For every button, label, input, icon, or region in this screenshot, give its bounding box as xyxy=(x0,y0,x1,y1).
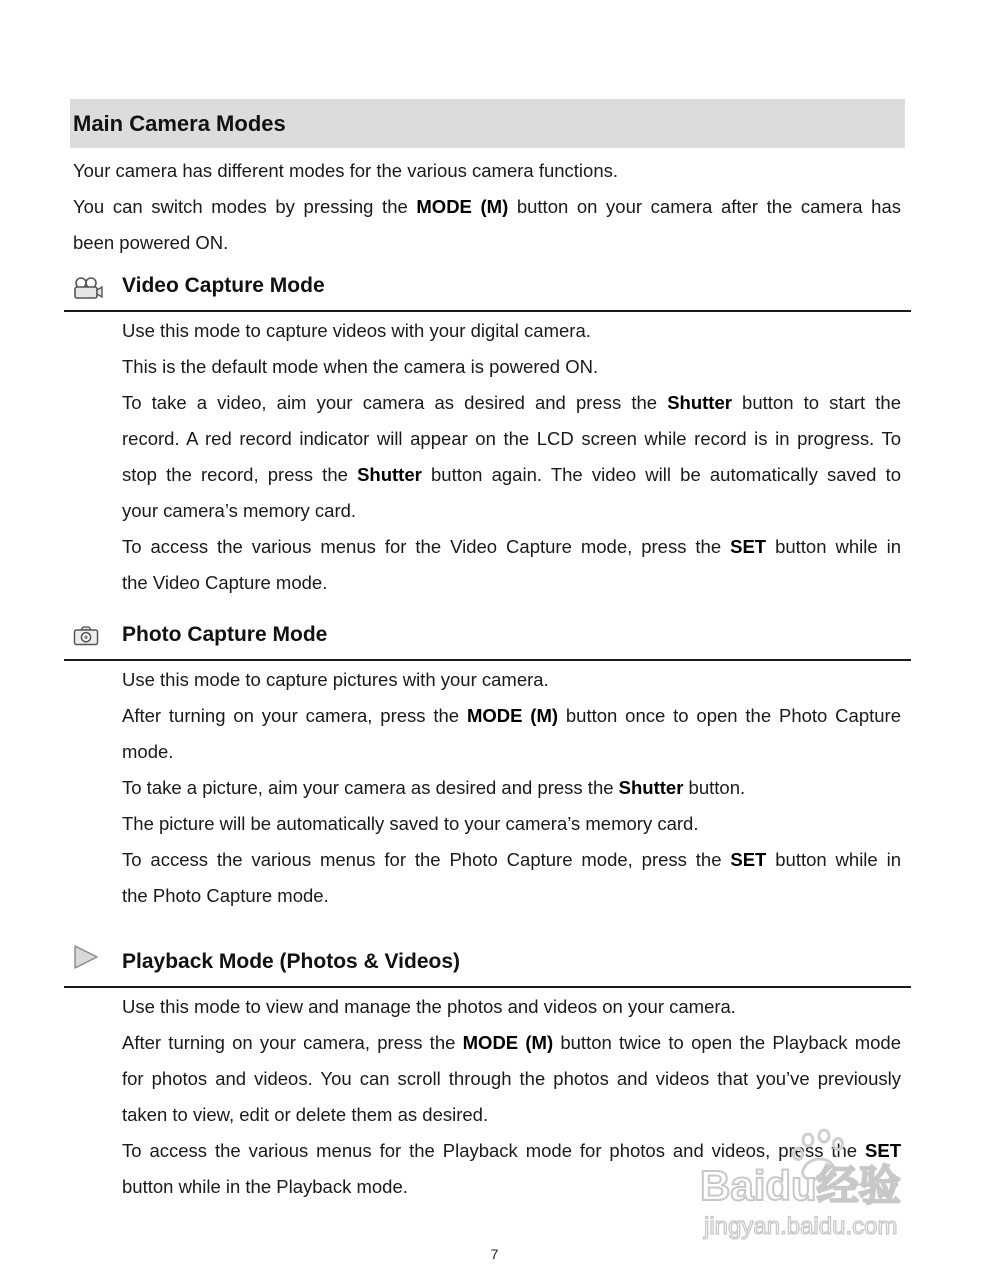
text-line xyxy=(73,153,901,189)
text-span: button once to open the Photo Capture xyxy=(558,705,901,726)
text-line xyxy=(73,225,901,261)
watermark-url: jingyan.baidu.com xyxy=(704,1213,898,1240)
bold-term: MODE (M) xyxy=(466,705,559,726)
text-line xyxy=(122,806,901,842)
text-line xyxy=(122,529,901,565)
playback-mode-title: Playback Mode (Photos & Videos) xyxy=(122,950,461,973)
text-span: Use this mode to capture pictures with your camera. xyxy=(122,669,549,690)
text-line xyxy=(122,385,901,421)
video-camera-icon xyxy=(72,276,104,300)
text-span: button. xyxy=(683,777,746,798)
text-span: for photos and videos. You can scroll through the photos and videos that you’ve previously xyxy=(122,1068,901,1089)
text-line xyxy=(122,989,901,1025)
baidu-watermark xyxy=(700,1128,935,1248)
section-divider xyxy=(64,659,911,661)
text-span: To take a video, aim your camera as desired and press the xyxy=(122,392,668,413)
text-line xyxy=(122,493,901,529)
text-span: been powered ON. xyxy=(73,232,229,253)
bold-term: SET xyxy=(730,536,767,557)
text-line xyxy=(122,313,901,349)
text-span: stop the record, press the xyxy=(122,464,358,485)
text-span: Your camera has different modes for the various camera functions. xyxy=(73,160,619,181)
section-divider xyxy=(64,986,911,988)
main-heading: Main Camera Modes xyxy=(70,99,905,148)
bold-term: Shutter xyxy=(618,777,684,798)
video-capture-mode-body xyxy=(122,313,901,601)
text-line xyxy=(122,457,901,493)
text-line xyxy=(122,565,901,601)
text-span: Use this mode to view and manage the photos and videos on your camera. xyxy=(122,996,736,1017)
text-span: To access the various menus for the Video Capture mode, press the xyxy=(122,536,731,557)
bold-term: MODE (M) xyxy=(416,196,509,217)
text-span: This is the default mode when the camera is powered ON. xyxy=(122,356,599,377)
text-span: the Photo Capture mode. xyxy=(122,885,329,906)
text-line xyxy=(122,698,901,734)
video-capture-mode-title: Video Capture Mode xyxy=(122,274,325,297)
text-span: To take a picture, aim your camera as desired and press the xyxy=(122,777,619,798)
text-span: button on your camera after the camera has xyxy=(508,196,902,217)
text-line xyxy=(122,349,901,385)
text-span: After turning on your camera, press the xyxy=(122,705,467,726)
text-line xyxy=(122,842,901,878)
text-line xyxy=(122,1061,901,1097)
text-span: button while in the Playback mode. xyxy=(122,1176,408,1197)
photo-capture-mode-body xyxy=(122,662,901,914)
text-span: button twice to open the Playback mode xyxy=(553,1032,901,1053)
text-span: To access the various menus for the Photo Capture mode, press the xyxy=(122,849,731,870)
text-span: button again. The video will be automatically saved to xyxy=(421,464,901,485)
text-span: To access the various menus for the Playback mode for photos and videos, press the xyxy=(122,1140,866,1161)
text-span: button while in xyxy=(766,849,901,870)
text-line xyxy=(122,770,901,806)
bold-term: Shutter xyxy=(667,392,732,413)
text-span: The picture will be automatically saved to your camera’s memory card. xyxy=(122,813,699,834)
photo-camera-icon xyxy=(73,626,99,646)
text-span: button to start the xyxy=(731,392,901,413)
bold-term: Shutter xyxy=(357,464,422,485)
text-line xyxy=(122,734,901,770)
text-line xyxy=(122,878,901,914)
text-line xyxy=(73,189,901,225)
bold-term: MODE (M) xyxy=(462,1032,554,1053)
text-span: record. A red record indicator will appear on the LCD screen while record is in progress. To xyxy=(122,428,901,449)
text-span: the Video Capture mode. xyxy=(122,572,328,593)
text-span: Use this mode to capture videos with your digital camera. xyxy=(122,320,591,341)
text-line xyxy=(122,1025,901,1061)
watermark-brand: Baidu经验 xyxy=(700,1162,901,1209)
page-number: 7 xyxy=(490,1246,499,1262)
text-span: your camera’s memory card. xyxy=(122,500,357,521)
intro-paragraph xyxy=(73,153,901,261)
bold-term: SET xyxy=(865,1140,901,1161)
text-span: After turning on your camera, press the xyxy=(122,1032,463,1053)
text-line xyxy=(122,662,901,698)
text-span: You can switch modes by pressing the xyxy=(73,196,417,217)
text-span: mode. xyxy=(122,741,174,762)
text-line xyxy=(122,421,901,457)
photo-capture-mode-title: Photo Capture Mode xyxy=(122,623,328,646)
section-divider xyxy=(64,310,911,312)
text-span: taken to view, edit or delete them as desired. xyxy=(122,1104,489,1125)
play-triangle-icon xyxy=(73,945,99,969)
bold-term: SET xyxy=(730,849,767,870)
text-span: button while in xyxy=(766,536,901,557)
